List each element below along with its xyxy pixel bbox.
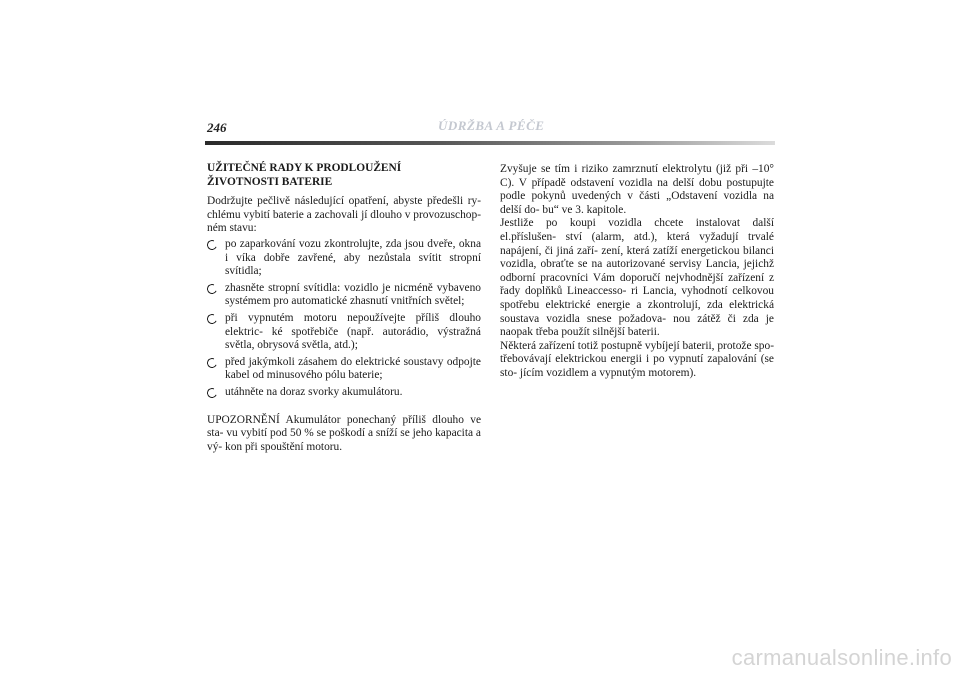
list-item [207, 356, 481, 383]
list-item [207, 312, 481, 353]
bullet-icon [206, 282, 219, 295]
intro-paragraph: Dodržujte pečlivě následující opatření, abyste předešli ry- chlému vybití baterie a zachovali jí dlouho v provozuschop- ném stavu: [207, 195, 481, 235]
list-item-text: utáhněte na doraz svorky akumulátoru. [225, 385, 403, 398]
section-heading [207, 162, 481, 189]
warning-paragraph: UPOZORNĚNÍ Akumulátor ponechaný příliš dlouho ve sta- vu vybití pod 50 % se poškodí a sníží se jeho kapacita a vý- kon při spouštění motoru. [207, 413, 481, 453]
list-item [207, 238, 481, 279]
paragraph-accessories: Jestliže po koupi vozidla chcete instalovat další el.příslušen- ství (alarm, atd.), která vyžadují trvalé napájení, či jiná zaří- zení, která zatíží energetickou bilanci vozidla, obraťte se na autorizované servisy Lancia, jejichž odborní pracovníci Vám doporučí nejvhodnější zařízení z řady doplňků Lineaccesso- ri Lancia, vyhodnotí celkovou spotřebu elektrické energie a zkontrolují, zda elektrická soustava vozidla snese požadova- nou zátěž či zda je naopak třeba použít silnější baterii. [500, 217, 774, 339]
list-item-text: zhasněte stropní svítidla: vozidlo je nicméně vybaveno systémem pro automatické zhasnutí vnitřních světel; [225, 281, 481, 308]
list-item-text: při vypnutém motoru nepoužívejte příliš dlouho elektric- ké spotřebiče (např. autorádio, výstražná světla, obrysová světla, atd.); [225, 311, 481, 352]
list-item [207, 386, 481, 400]
bullet-icon [206, 386, 219, 399]
watermark: carmanualsonline.info [731, 645, 952, 670]
left-column [207, 162, 481, 454]
paragraph-electrolyte: Zvyšuje se tím i riziko zamrznutí elektrolytu (již při –10° C). V případě odstavení vozidla na delší dobu postupujte podle pokynů uvedených v části „Odstavení vozidla na delší do- bu“ ve 3. kapitole. [500, 163, 774, 216]
right-column [500, 163, 774, 381]
list-item [207, 282, 481, 309]
list-item-text: před jakýmkoli zásahem do elektrické soustavy odpojte kabel od minusového pólu baterie; [225, 355, 481, 382]
heading-line-2: ŽIVOTNOSTI BATERIE [207, 175, 333, 188]
section-title: ÚDRŽBA A PÉČE [438, 118, 545, 133]
bullet-icon [206, 313, 219, 326]
heading-line-1: UŽITEČNÉ RADY K PRODLOUŽENÍ [207, 162, 402, 174]
list-item-text: po zaparkování vozu zkontrolujte, zda jsou dveře, okna i víka dobře zavřené, aby nezůstala svítit stropní svítidla; [225, 237, 481, 278]
bullet-icon [206, 239, 219, 252]
paragraph-drain: Některá zařízení totiž postupně vybíjejí baterii, protože spo- třebovávají elektrickou energii i po vypnutí zapalování (se sto- jícím vozidlem a vypnutým motorem). [500, 339, 774, 379]
bullet-list [207, 238, 481, 400]
header-rule [205, 141, 775, 145]
page-number: 246 [207, 120, 227, 135]
bullet-icon [206, 356, 219, 369]
